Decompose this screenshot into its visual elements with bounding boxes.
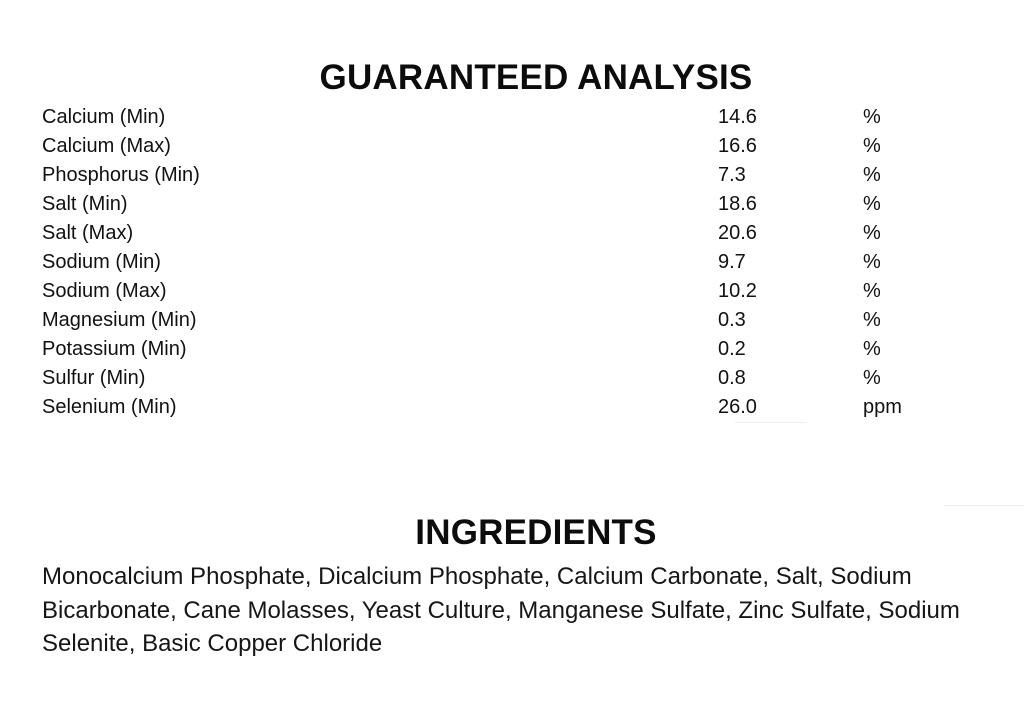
nutrient-name: Potassium (Min) <box>42 338 187 360</box>
analysis-row <box>42 306 942 335</box>
nutrient-unit: % <box>863 193 881 215</box>
nutrient-value: 20.6 <box>718 222 757 244</box>
nutrient-name: Salt (Min) <box>42 193 128 215</box>
analysis-row <box>42 393 942 422</box>
ingredients-title: INGREDIENTS <box>415 513 657 552</box>
nutrient-unit: % <box>863 222 881 244</box>
nutrient-value: 7.3 <box>718 164 746 186</box>
analysis-row <box>42 219 942 248</box>
guaranteed-analysis-table <box>42 103 942 422</box>
nutrient-unit: % <box>863 280 881 302</box>
analysis-row <box>42 277 942 306</box>
nutrient-name: Magnesium (Min) <box>42 309 197 331</box>
nutrient-name: Sulfur (Min) <box>42 367 146 389</box>
nutrient-value: 10.2 <box>718 280 757 302</box>
nutrient-unit: % <box>863 367 881 389</box>
nutrient-unit: % <box>863 309 881 331</box>
nutrient-value: 0.2 <box>718 338 746 360</box>
analysis-row <box>42 335 942 364</box>
nutrient-value: 16.6 <box>718 135 757 157</box>
nutrient-unit: % <box>863 135 881 157</box>
nutrient-value: 0.8 <box>718 367 746 389</box>
nutrient-value: 9.7 <box>718 251 746 273</box>
nutrient-unit: % <box>863 106 881 128</box>
nutrient-value: 18.6 <box>718 193 757 215</box>
nutrient-name: Calcium (Max) <box>42 135 171 157</box>
nutrient-unit: % <box>863 251 881 273</box>
nutrient-unit: % <box>863 338 881 360</box>
analysis-row <box>42 132 942 161</box>
nutrient-unit: ppm <box>863 396 902 418</box>
nutrient-value: 14.6 <box>718 106 757 128</box>
analysis-row <box>42 161 942 190</box>
nutrient-value: 26.0 <box>718 396 757 418</box>
analysis-row <box>42 103 942 132</box>
ingredients-list: Monocalcium Phosphate, Dicalcium Phosphate, Calcium Carbonate, Salt, Sodium Bicarbonate, Cane Molasses, Yeast Culture, Manganese Sulfate, Zinc Sulfate, Sodium Selenite, Basic Copper Chloride <box>42 563 960 657</box>
nutrient-name: Sodium (Max) <box>42 280 167 302</box>
nutrient-name: Salt (Max) <box>42 222 134 244</box>
nutrient-value: 0.3 <box>718 309 746 331</box>
guaranteed-analysis-title: GUARANTEED ANALYSIS <box>319 58 753 97</box>
nutrient-name: Phosphorus (Min) <box>42 164 200 186</box>
scan-artifact-line <box>735 422 807 423</box>
nutrient-name: Sodium (Min) <box>42 251 161 273</box>
analysis-row <box>42 190 942 219</box>
nutrient-name: Selenium (Min) <box>42 396 177 418</box>
divider-line <box>944 505 1024 506</box>
nutrient-unit: % <box>863 164 881 186</box>
nutrient-name: Calcium (Min) <box>42 106 166 128</box>
analysis-row <box>42 364 942 393</box>
analysis-row <box>42 248 942 277</box>
